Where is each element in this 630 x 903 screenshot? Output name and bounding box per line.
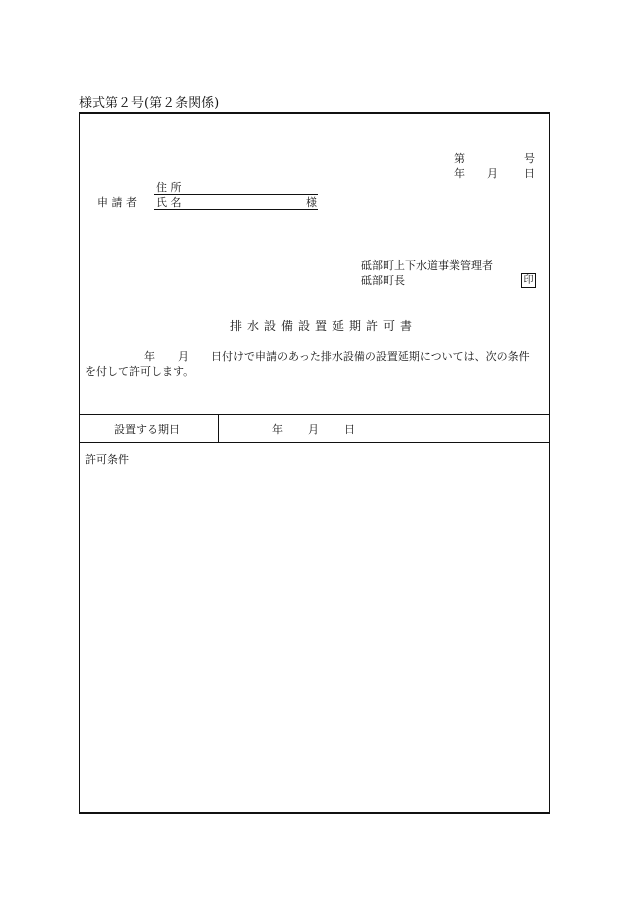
- body-line-2: を付して許可します。: [85, 365, 195, 378]
- conditions-label: 許可条件: [85, 453, 129, 466]
- body-line-1: 日付けで申請のあった排水設備の設置延期については、次の条件: [211, 350, 530, 363]
- deadline-label: 設置する期日: [114, 423, 180, 436]
- name-underline: [154, 209, 318, 210]
- deadline-day: 日: [344, 423, 355, 436]
- number-suffix: 号: [524, 152, 535, 165]
- issuer-title: 砥部町長: [361, 274, 405, 287]
- honorific: 様: [306, 196, 317, 209]
- date-year: 年: [454, 167, 465, 180]
- deadline-row-bottom-border: [80, 442, 549, 443]
- name-label: 氏 名: [156, 196, 182, 209]
- number-prefix: 第: [454, 152, 465, 165]
- body-date-year: 年: [144, 350, 155, 363]
- body-date-month: 月: [178, 350, 189, 363]
- deadline-month: 月: [308, 423, 319, 436]
- deadline-row-top-border: [80, 414, 549, 415]
- deadline-year: 年: [272, 423, 283, 436]
- date-month: 月: [487, 167, 498, 180]
- issuer-org: 砥部町上下水道事業管理者: [361, 259, 493, 272]
- deadline-row-divider: [218, 415, 219, 443]
- form-label: 様式第２号(第２条関係): [79, 96, 220, 111]
- address-label: 住 所: [156, 181, 182, 194]
- applicant-label: 申 請 者: [97, 196, 137, 209]
- document-title: 排水設備設置延期許可書: [230, 319, 418, 333]
- date-day: 日: [524, 167, 535, 180]
- seal-stamp: 印: [521, 273, 536, 288]
- permit-form: [79, 112, 550, 814]
- address-underline: [154, 194, 318, 195]
